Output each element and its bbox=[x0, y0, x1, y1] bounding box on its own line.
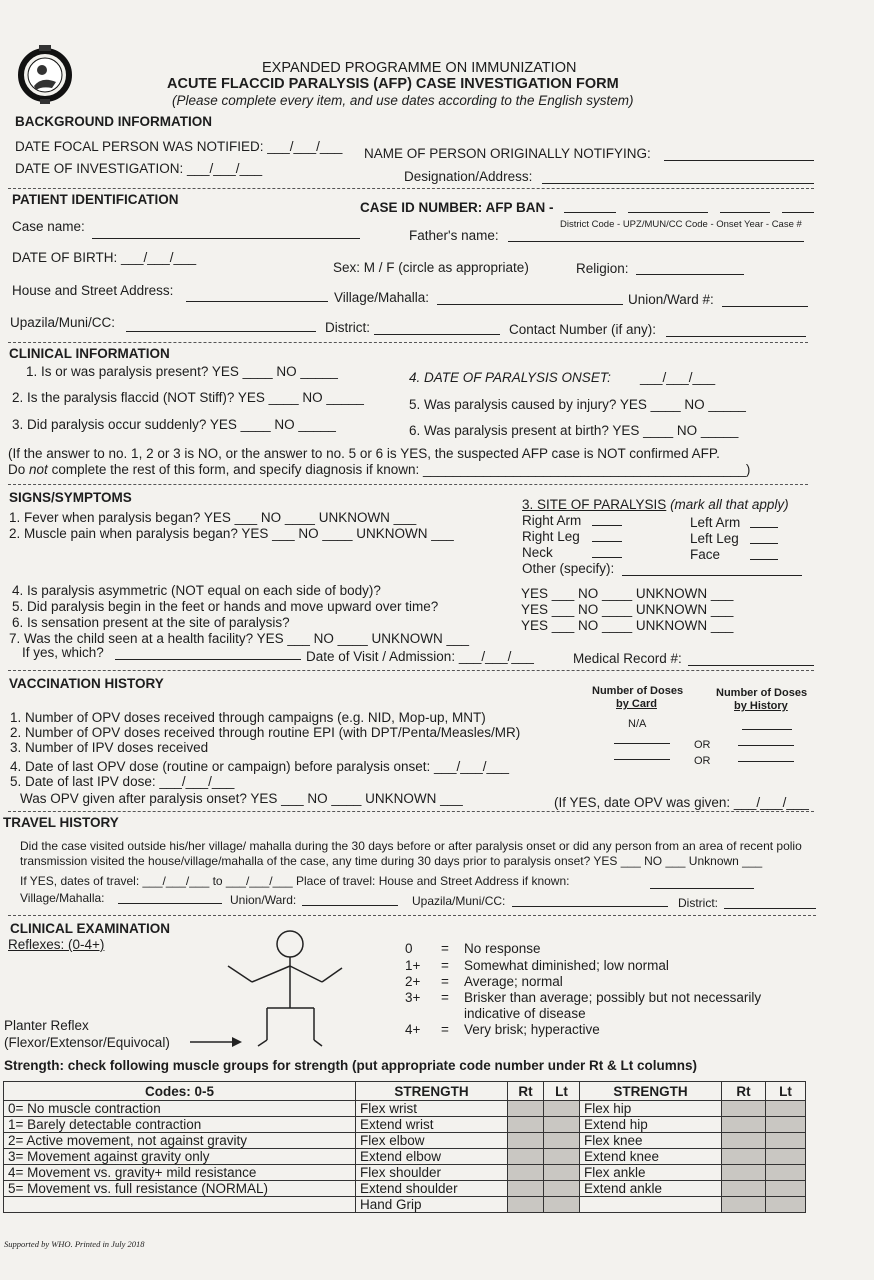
card-na: N/A bbox=[628, 718, 647, 730]
strength-muscle-cell: Flex ankle bbox=[580, 1165, 722, 1181]
strength-muscle-cell: Flex elbow bbox=[356, 1133, 508, 1149]
planter-reflex-label: Planter Reflex bbox=[4, 1018, 89, 1033]
clinical-q3: 3. Did paralysis occur suddenly? YES ____ NO _____ bbox=[12, 417, 336, 432]
village-label: Village/Mahalla: bbox=[334, 290, 430, 305]
strength-header-cell: Rt bbox=[722, 1082, 766, 1101]
strength-rt-cell[interactable] bbox=[508, 1197, 544, 1213]
strength-lt-cell[interactable] bbox=[544, 1181, 580, 1197]
section-divider bbox=[8, 342, 808, 343]
strength-rt-cell[interactable] bbox=[722, 1181, 766, 1197]
clinical-note-2: Do not complete the rest of this form, and specify diagnosis if known: ___________________________________________) bbox=[8, 462, 751, 477]
union-ward-label: Union/Ward #: bbox=[628, 292, 714, 307]
strength-header-cell: STRENGTH bbox=[580, 1082, 722, 1101]
strength-muscle-cell: Flex wrist bbox=[356, 1101, 508, 1117]
reflex-description: Very brisk; hyperactive bbox=[464, 1022, 600, 1037]
onset-date-field[interactable]: ___/___/___ bbox=[640, 370, 716, 385]
reflex-description: No response bbox=[464, 941, 541, 956]
notifier-label: NAME OF PERSON ORIGINALLY NOTIFYING: bbox=[364, 146, 651, 161]
arrow-right-icon bbox=[190, 1036, 242, 1048]
strength-muscle-cell: Flex shoulder bbox=[356, 1165, 508, 1181]
section-divider bbox=[8, 188, 814, 189]
upz-code-field[interactable] bbox=[628, 212, 708, 213]
religion-field[interactable] bbox=[636, 274, 744, 275]
case-id-codes: District Code - UPZ/MUN/CC Code - Onset Year - Case # bbox=[560, 219, 802, 230]
district-label: District: bbox=[325, 320, 370, 335]
upazila-field[interactable] bbox=[126, 331, 316, 332]
strength-lt-cell[interactable] bbox=[766, 1101, 806, 1117]
history-q3-field[interactable] bbox=[738, 761, 794, 762]
visit-date-label: Date of Visit / Admission: ___/___/___ bbox=[306, 649, 534, 664]
or-label-2: OR bbox=[694, 755, 711, 767]
table-row bbox=[4, 1181, 806, 1197]
reflex-equals: = bbox=[441, 974, 449, 989]
upazila-label: Upazila/Muni/CC: bbox=[10, 315, 116, 330]
case-name-label: Case name: bbox=[12, 219, 85, 234]
reflex-equals: = bbox=[441, 1022, 449, 1037]
strength-rt-cell[interactable] bbox=[722, 1197, 766, 1213]
clinical-q6: 6. Was paralysis present at birth? YES ____ NO _____ bbox=[409, 423, 739, 438]
vacc-q6-date: (If YES, date OPV was given: ___/___/___ bbox=[554, 795, 809, 810]
strength-muscle-cell: Extend knee bbox=[580, 1149, 722, 1165]
form-title: ACUTE FLACCID PARALYSIS (AFP) CASE INVESTIGATION FORM bbox=[167, 76, 619, 92]
facility-which-label: If yes, which? bbox=[22, 645, 104, 660]
history-col-header: Number of Doses bbox=[716, 687, 808, 699]
face-field[interactable] bbox=[750, 559, 778, 560]
signs-q6: 6. Is sensation present at the site of paralysis? bbox=[12, 615, 290, 630]
strength-muscle-cell: Extend shoulder bbox=[356, 1181, 508, 1197]
travel-upazila-field[interactable] bbox=[512, 906, 668, 907]
reflex-equals: = bbox=[441, 990, 449, 1005]
contact-field[interactable] bbox=[666, 336, 806, 337]
background-section-title: BACKGROUND INFORMATION bbox=[15, 114, 212, 129]
left-arm-label: Left Arm bbox=[690, 515, 741, 530]
medical-record-field[interactable] bbox=[688, 665, 814, 666]
table-row bbox=[4, 1133, 806, 1149]
vacc-q5: 5. Date of last IPV dose: ___/___/___ bbox=[10, 774, 235, 789]
signs-q4-answers[interactable]: YES ___ NO ____ UNKNOWN ___ bbox=[521, 586, 734, 601]
notifier-field[interactable] bbox=[664, 160, 814, 161]
strength-rt-cell[interactable] bbox=[722, 1133, 766, 1149]
strength-header-cell: Codes: 0-5 bbox=[4, 1082, 356, 1101]
strength-lt-cell[interactable] bbox=[766, 1181, 806, 1197]
strength-code-cell bbox=[4, 1197, 356, 1213]
strength-muscle-cell: Extend ankle bbox=[580, 1181, 722, 1197]
reflex-code: 2+ bbox=[405, 974, 421, 989]
case-number-field[interactable] bbox=[782, 212, 814, 213]
strength-lt-cell[interactable] bbox=[544, 1149, 580, 1165]
left-leg-field[interactable] bbox=[750, 543, 778, 544]
history-q1-field[interactable] bbox=[742, 729, 792, 730]
travel-upazila-label: Upazila/Muni/CC: bbox=[412, 894, 506, 908]
strength-table-header bbox=[4, 1082, 806, 1101]
site-title: 3. SITE OF PARALYSIS (mark all that apply) bbox=[522, 497, 789, 512]
strength-muscle-cell: Hand Grip bbox=[356, 1197, 508, 1213]
vacc-q6: Was OPV given after paralysis onset? YES ___ NO ____ UNKNOWN ___ bbox=[20, 791, 463, 806]
strength-rt-cell[interactable] bbox=[722, 1101, 766, 1117]
strength-code-cell: 3= Movement against gravity only bbox=[4, 1149, 356, 1165]
vacc-q3: 3. Number of IPV doses received bbox=[10, 740, 209, 755]
case-id-label: CASE ID NUMBER: AFP BAN - bbox=[360, 200, 554, 215]
travel-district-label: District: bbox=[678, 896, 718, 910]
district-field[interactable] bbox=[374, 334, 500, 335]
section-divider bbox=[8, 811, 814, 812]
clinical-q2: 2. Is the paralysis flaccid (NOT Stiff)? YES ____ NO _____ bbox=[12, 390, 364, 405]
table-row bbox=[4, 1165, 806, 1181]
onset-year-field[interactable] bbox=[720, 212, 770, 213]
strength-code-cell: 4= Movement vs. gravity+ mild resistance bbox=[4, 1165, 356, 1181]
clinical-q4: 4. DATE OF PARALYSIS ONSET: bbox=[409, 370, 611, 385]
strength-lt-cell[interactable] bbox=[544, 1133, 580, 1149]
strength-header-cell: STRENGTH bbox=[356, 1082, 508, 1101]
footer-note: Supported by WHO. Printed in July 2018 bbox=[4, 1239, 145, 1249]
designation-field[interactable] bbox=[542, 183, 814, 184]
right-arm-label: Right Arm bbox=[522, 513, 582, 528]
reflex-code: 0 bbox=[405, 941, 413, 956]
strength-rt-cell[interactable] bbox=[508, 1181, 544, 1197]
vacc-q1: 1. Number of OPV doses received through campaigns (e.g. NID, Mop-up, MNT) bbox=[10, 710, 486, 725]
reflex-equals: = bbox=[441, 958, 449, 973]
neck-label: Neck bbox=[522, 545, 553, 560]
house-address-label: House and Street Address: bbox=[12, 283, 174, 298]
strength-code-cell: 5= Movement vs. full resistance (NORMAL) bbox=[4, 1181, 356, 1197]
reflexes-label: Reflexes: (0-4+) bbox=[8, 937, 105, 952]
epi-logo-icon bbox=[12, 42, 78, 108]
strength-header-cell: Rt bbox=[508, 1082, 544, 1101]
signs-section-title: SIGNS/SYMPTOMS bbox=[9, 490, 132, 505]
strength-muscle-cell: Extend hip bbox=[580, 1117, 722, 1133]
travel-dates-label: If YES, dates of travel: ___/___/___ to ___/___/___ Place of travel: House and Street Address if known: bbox=[20, 874, 570, 888]
strength-header-cell: Lt bbox=[766, 1082, 806, 1101]
strength-code-cell: 1= Barely detectable contraction bbox=[4, 1117, 356, 1133]
travel-section-title: TRAVEL HISTORY bbox=[3, 815, 119, 830]
signs-q4: 4. Is paralysis asymmetric (NOT equal on each side of body)? bbox=[12, 583, 381, 598]
union-ward-field[interactable] bbox=[722, 306, 808, 307]
strength-lt-cell[interactable] bbox=[544, 1117, 580, 1133]
card-q3-field[interactable] bbox=[614, 759, 670, 760]
travel-place-field[interactable] bbox=[650, 888, 754, 889]
strength-lt-cell[interactable] bbox=[544, 1101, 580, 1117]
or-label-1: OR bbox=[694, 739, 711, 751]
strength-rt-cell[interactable] bbox=[508, 1133, 544, 1149]
reflex-code: 3+ bbox=[405, 990, 421, 1005]
card-q2-field[interactable] bbox=[614, 743, 670, 744]
medical-record-label: Medical Record #: bbox=[573, 651, 682, 666]
signs-q2: 2. Muscle pain when paralysis began? YES ___ NO ____ UNKNOWN ___ bbox=[9, 526, 454, 541]
table-row bbox=[4, 1197, 806, 1213]
left-arm-field[interactable] bbox=[750, 527, 778, 528]
strength-code-cell: 2= Active movement, not against gravity bbox=[4, 1133, 356, 1149]
strength-muscle-cell: Extend wrist bbox=[356, 1117, 508, 1133]
section-divider bbox=[8, 670, 814, 671]
left-leg-label: Left Leg bbox=[690, 531, 739, 546]
strength-rt-cell[interactable] bbox=[722, 1117, 766, 1133]
reflex-description: indicative of disease bbox=[464, 1006, 586, 1021]
religion-label: Religion: bbox=[576, 261, 629, 276]
sex-label: Sex: M / F (circle as appropriate) bbox=[333, 260, 529, 275]
travel-union-field[interactable] bbox=[302, 905, 398, 906]
strength-rt-cell[interactable] bbox=[722, 1149, 766, 1165]
focal-date-label: DATE FOCAL PERSON WAS NOTIFIED: ___/___/___ bbox=[15, 139, 343, 154]
signs-q1: 1. Fever when paralysis began? YES ___ NO ____ UNKNOWN ___ bbox=[9, 510, 417, 525]
strength-muscle-cell: Flex hip bbox=[580, 1101, 722, 1117]
history-col-header-2: by History bbox=[734, 700, 788, 712]
neck-field[interactable] bbox=[592, 557, 622, 558]
card-col-header-2: by Card bbox=[616, 698, 657, 710]
reflex-description: Brisker than average; possibly but not necessarily bbox=[464, 990, 762, 1005]
table-row bbox=[4, 1101, 806, 1117]
right-leg-label: Right Leg bbox=[522, 529, 580, 544]
right-leg-field[interactable] bbox=[592, 541, 622, 542]
exam-section-title: CLINICAL EXAMINATION bbox=[10, 921, 170, 936]
table-row bbox=[4, 1117, 806, 1133]
header-programme: EXPANDED PROGRAMME ON IMMUNIZATION bbox=[262, 60, 577, 76]
section-divider bbox=[8, 915, 816, 916]
other-site-label: Other (specify): bbox=[522, 561, 615, 576]
travel-village-label: Village/Mahalla: bbox=[20, 891, 105, 905]
other-site-field[interactable] bbox=[622, 575, 802, 576]
history-q2-field[interactable] bbox=[738, 745, 794, 746]
village-field[interactable] bbox=[437, 304, 623, 305]
strength-lt-cell[interactable] bbox=[766, 1133, 806, 1149]
strength-header-cell: Lt bbox=[544, 1082, 580, 1101]
strength-rt-cell[interactable] bbox=[508, 1101, 544, 1117]
strength-lt-cell[interactable] bbox=[766, 1117, 806, 1133]
designation-label: Designation/Address: bbox=[404, 169, 533, 184]
card-col-header: Number of Doses bbox=[592, 685, 684, 697]
strength-muscle-cell: Extend elbow bbox=[356, 1149, 508, 1165]
reflex-code: 1+ bbox=[405, 958, 421, 973]
strength-code-cell: 0= No muscle contraction bbox=[4, 1101, 356, 1117]
strength-rt-cell[interactable] bbox=[722, 1165, 766, 1181]
strength-rt-cell[interactable] bbox=[508, 1117, 544, 1133]
strength-rt-cell[interactable] bbox=[508, 1149, 544, 1165]
signs-q5-answers[interactable]: YES ___ NO ____ UNKNOWN ___ bbox=[521, 602, 734, 617]
patient-section-title: PATIENT IDENTIFICATION bbox=[12, 192, 179, 207]
face-label: Face bbox=[690, 547, 721, 562]
strength-intro: Strength: check following muscle groups for strength (put appropriate code number under Rt & Lt columns) bbox=[4, 1058, 698, 1073]
house-address-field[interactable] bbox=[186, 301, 328, 302]
planter-reflex-options: (Flexor/Extensor/Equivocal) bbox=[4, 1035, 170, 1050]
strength-muscle-cell bbox=[580, 1197, 722, 1213]
investigation-date-label: DATE OF INVESTIGATION: ___/___/___ bbox=[15, 161, 263, 176]
vacc-q2: 2. Number of OPV doses received through routine EPI (with DPT/Penta/Measles/MR) bbox=[10, 725, 521, 740]
father-name-field[interactable] bbox=[508, 241, 804, 242]
clinical-q1: 1. Is or was paralysis present? YES ____ NO _____ bbox=[26, 364, 338, 379]
travel-district-field[interactable] bbox=[724, 908, 816, 909]
strength-lt-cell[interactable] bbox=[544, 1165, 580, 1181]
clinical-q5: 5. Was paralysis caused by injury? YES ____ NO _____ bbox=[409, 397, 746, 412]
father-name-label: Father's name: bbox=[409, 228, 499, 243]
vacc-q4: 4. Date of last OPV dose (routine or campaign) before paralysis onset: ___/___/___ bbox=[10, 759, 510, 774]
form-instructions: (Please complete every item, and use dates according to the English system) bbox=[172, 93, 634, 108]
signs-q6-answers[interactable]: YES ___ NO ____ UNKNOWN ___ bbox=[521, 618, 734, 633]
district-code-field[interactable] bbox=[564, 212, 616, 213]
signs-q7: 7. Was the child seen at a health facility? YES ___ NO ____ UNKNOWN ___ bbox=[9, 631, 469, 646]
strength-lt-cell[interactable] bbox=[544, 1197, 580, 1213]
reflex-description: Somewhat diminished; low normal bbox=[464, 958, 669, 973]
strength-rt-cell[interactable] bbox=[508, 1165, 544, 1181]
reflex-equals: = bbox=[441, 941, 449, 956]
facility-which-field[interactable] bbox=[115, 659, 301, 660]
strength-lt-cell[interactable] bbox=[766, 1165, 806, 1181]
section-divider bbox=[8, 484, 808, 485]
strength-lt-cell[interactable] bbox=[766, 1149, 806, 1165]
travel-q1-line2: transmission visited the house/village/mahalla of the case, any time during 30 days prior to paralysis onset? YES ___ NO ___ Unknown ___ bbox=[20, 854, 763, 868]
vaccination-section-title: VACCINATION HISTORY bbox=[9, 676, 164, 691]
right-arm-field[interactable] bbox=[592, 525, 622, 526]
table-row bbox=[4, 1149, 806, 1165]
travel-union-label: Union/Ward: bbox=[230, 893, 297, 907]
dob-label: DATE OF BIRTH: ___/___/___ bbox=[12, 250, 197, 265]
contact-label: Contact Number (if any): bbox=[509, 322, 657, 337]
case-name-field[interactable] bbox=[92, 238, 360, 239]
clinical-note-1: (If the answer to no. 1, 2 or 3 is NO, or the answer to no. 5 or 6 is YES, the suspected AFP case is NOT confirmed AFP. bbox=[8, 446, 720, 461]
travel-q1-line1: Did the case visited outside his/her village/ mahalla during the 30 days before or after paralysis onset or did any person from an area of recent polio bbox=[20, 839, 802, 853]
reflex-code: 4+ bbox=[405, 1022, 421, 1037]
strength-table bbox=[3, 1081, 806, 1213]
signs-q5: 5. Did paralysis begin in the feet or hands and move upward over time? bbox=[12, 599, 439, 614]
clinical-section-title: CLINICAL INFORMATION bbox=[9, 346, 170, 361]
strength-muscle-cell: Flex knee bbox=[580, 1133, 722, 1149]
strength-lt-cell[interactable] bbox=[766, 1197, 806, 1213]
travel-village-field[interactable] bbox=[118, 903, 222, 904]
reflex-description: Average; normal bbox=[464, 974, 563, 989]
